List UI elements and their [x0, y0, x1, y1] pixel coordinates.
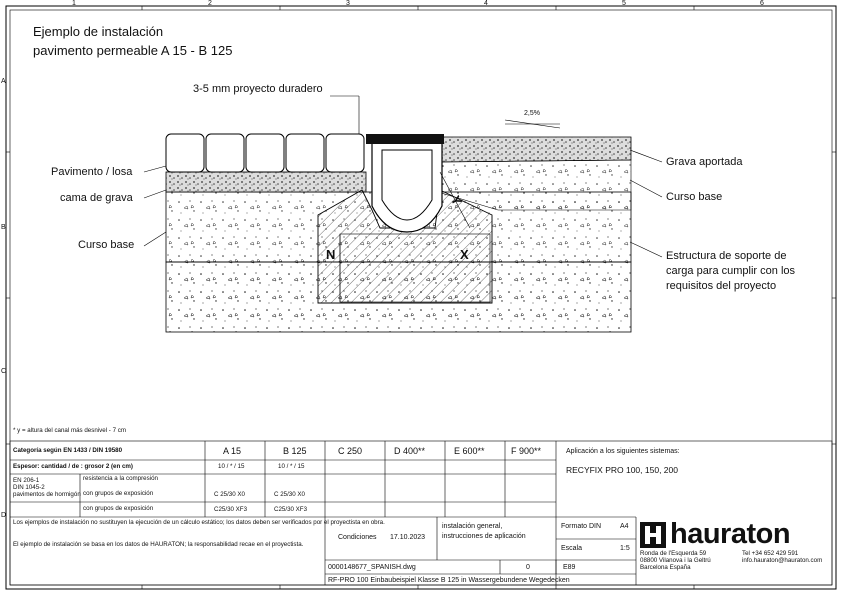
grid-col-3: 3	[346, 0, 350, 7]
brand-wordmark: hauraton	[670, 518, 791, 550]
dim-n: N	[326, 247, 336, 262]
sub-label-3: con grupos de exposición	[83, 505, 154, 512]
grid-col-6: 6	[760, 0, 764, 7]
class-b125: B 125	[283, 446, 307, 456]
email: info.hauraton@hauraton.com	[742, 557, 823, 564]
cross-section	[144, 96, 662, 332]
note-1: Los ejemplos de instalación no sustituyen la ejecución de un cálculo estático; los datos deben ser verificados por el proyectista en obra.	[13, 519, 385, 526]
grid-col-4: 4	[484, 0, 488, 7]
thickness-a15: 10 / * / 15	[218, 463, 245, 470]
concrete-b125: C 25/30 X0	[274, 491, 305, 498]
grid-row-d: D	[1, 512, 7, 519]
code-en206: EN 206-1	[13, 477, 40, 484]
row-header-category: Categoría según EN 1433 / DIN 19580	[13, 447, 123, 454]
class-f900: F 900**	[511, 446, 542, 456]
callout-estructura-2: carga para cumplir con los	[666, 265, 796, 277]
note-2: El ejemplo de instalación se basa en los datos de HAURATON; la responsabilidad recae en el proyectista.	[13, 541, 304, 548]
callout-pavimento: Pavimento / losa	[51, 166, 133, 178]
footnote: * y = altura del canal más desnivel - 7 cm	[13, 427, 126, 434]
revision: 0	[526, 564, 530, 571]
grid-row-b: B	[1, 224, 6, 231]
conditions-label: Condiciones	[338, 534, 377, 541]
grid-col-1: 1	[72, 0, 76, 7]
callout-estructura-3: requisitos del proyecto	[666, 280, 777, 292]
sub-label-1: resistencia a la compresión	[83, 475, 158, 482]
class-a15: A 15	[223, 446, 242, 456]
drawing-title-line1: Ejemplo de instalación	[33, 24, 164, 39]
date: 17.10.2023	[390, 534, 426, 541]
address-2: 08800 Vilanova i la Geltrú	[640, 557, 711, 564]
scale-value: 1:5	[620, 545, 630, 552]
desc-line1: instalación general,	[442, 523, 503, 530]
format-value: A4	[620, 523, 629, 530]
class-c250: C 250	[338, 446, 363, 456]
thickness-b125: 10 / * / 15	[278, 463, 305, 470]
caption: RF-PRO 100 Einbaubeispiel Klasse B 125 in Wassergebundene Wegedecken	[328, 577, 570, 584]
grid-col-2: 2	[208, 0, 212, 7]
callout-estructura-1: Estructura de soporte de	[666, 250, 787, 262]
file-name: 0000148677_SPANISH.dwg	[328, 564, 416, 571]
scale-label: Escala	[561, 545, 583, 552]
application-label: Aplicación a los siguientes sistemas:	[566, 448, 680, 455]
callout-proyecto: 3-5 mm proyecto duradero	[193, 83, 323, 95]
sheet-code: E89	[563, 564, 576, 571]
exposure-b125: C25/30 XF3	[274, 506, 308, 513]
desc-line2: instrucciones de aplicación	[442, 533, 526, 540]
address-1: Ronda de l'Esquerda 59	[640, 550, 707, 557]
hauraton-logo-mark	[640, 522, 666, 548]
row-header-thickness: Espesor: cantidad / de : grosor 2 (en cm)	[13, 463, 133, 470]
class-d400: D 400**	[394, 446, 426, 456]
dim-y: Y	[447, 193, 465, 208]
code-din1045: DIN 1045-2	[13, 484, 45, 491]
dim-x: X	[460, 247, 469, 262]
sub-label-2: con grupos de exposición	[83, 490, 154, 497]
grid-col-5: 5	[622, 0, 626, 7]
format-label: Formato DIN	[561, 523, 602, 530]
callout-slope: 2,5%	[524, 110, 540, 117]
callout-cama: cama de grava	[60, 192, 133, 204]
codes-sub: pavimentos de hormigón	[13, 491, 81, 498]
callout-curso-right: Curso base	[666, 191, 723, 203]
class-e600: E 600**	[454, 446, 485, 456]
address-3: Barcelona España	[640, 564, 691, 571]
grid-row-c: C	[1, 368, 7, 375]
drawing-title-line2: pavimento permeable A 15 - B 125	[33, 43, 233, 58]
application-value: RECYFIX PRO 100, 150, 200	[566, 465, 678, 475]
callout-grava: Grava aportada	[666, 156, 743, 168]
concrete-a15: C 25/30 X0	[214, 491, 245, 498]
grid-row-a: A	[1, 78, 6, 85]
phone: Tel +34 652 429 591	[742, 550, 799, 557]
callout-curso-left: Curso base	[78, 239, 135, 251]
exposure-a15: C25/30 XF3	[214, 506, 248, 513]
